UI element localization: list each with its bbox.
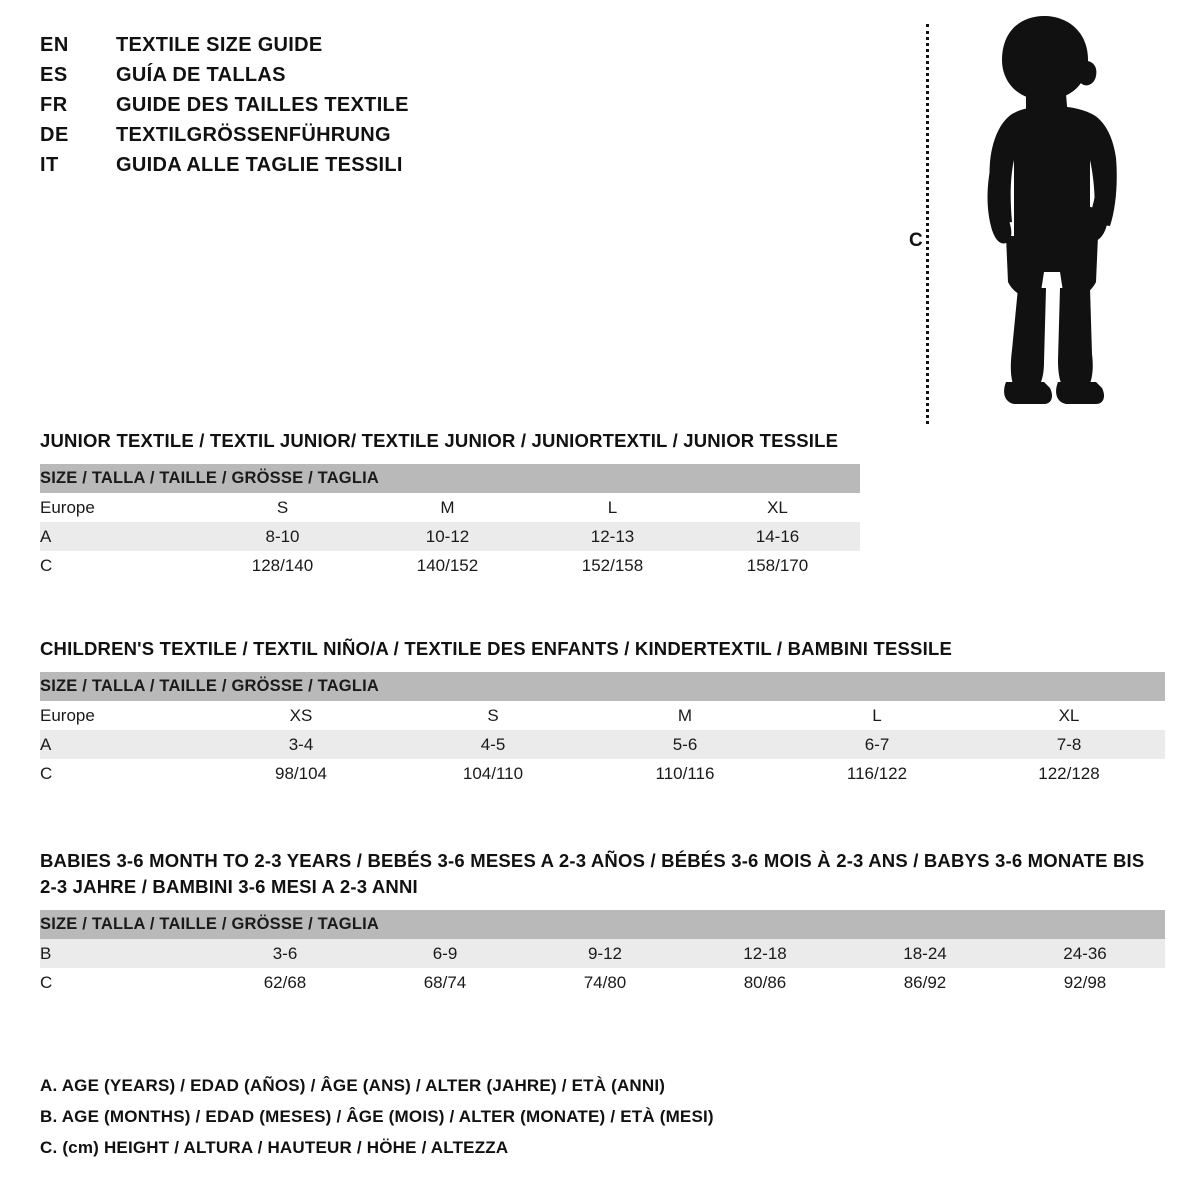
language-code: EN: [40, 34, 69, 56]
child-silhouette-icon: [940, 10, 1130, 420]
value-cell: 4-5: [397, 730, 589, 759]
footnote-list: [40, 1070, 1140, 1163]
section-title: BABIES 3-6 MONTH TO 2-3 YEARS / BEBÉS 3-6 MESES A 2-3 AÑOS / BÉBÉS 3-6 MOIS À 2-3 ANS / BABYS 3-6 MONATE BIS 2-3 JAHRE / BAMBINI 3-6 MESI A 2-3 ANNI: [40, 850, 1145, 897]
value-cell: 12-18: [685, 939, 845, 968]
value-cell: 24-36: [1005, 939, 1165, 968]
size-cell: XL: [973, 701, 1165, 730]
language-title: TEXTILE SIZE GUIDE: [116, 34, 323, 56]
row-label: B: [40, 939, 205, 968]
size-cell: XS: [205, 701, 397, 730]
child-figure: [900, 10, 1160, 420]
table-row: [40, 730, 1165, 759]
value-cell: 62/68: [205, 968, 365, 997]
language-row-en: [40, 30, 600, 60]
value-cell: 12-13: [530, 522, 695, 551]
size-cell: M: [365, 493, 530, 522]
table-row: [40, 522, 860, 551]
size-cell: S: [397, 701, 589, 730]
value-cell: 3-6: [205, 939, 365, 968]
value-cell: 6-9: [365, 939, 525, 968]
size-cell: S: [200, 493, 365, 522]
table-row-sizes: [40, 493, 860, 522]
band-label: SIZE / TALLA / TAILLE / GRÖSSE / TAGLIA: [40, 910, 1165, 939]
table-row: [40, 968, 1165, 997]
table-band-row: [40, 910, 1165, 939]
children-size-table: [40, 672, 1165, 788]
row-label: Europe: [40, 701, 205, 730]
footnote-age-years: A. AGE (YEARS) / EDAD (AÑOS) / ÂGE (ANS) / ALTER (JAHRE) / ETÀ (ANNI): [40, 1076, 666, 1095]
value-cell: 14-16: [695, 522, 860, 551]
value-cell: 9-12: [525, 939, 685, 968]
language-title-list: [40, 30, 600, 180]
size-cell: XL: [695, 493, 860, 522]
size-cell: L: [781, 701, 973, 730]
value-cell: 68/74: [365, 968, 525, 997]
table-row: [40, 759, 1165, 788]
value-cell: 6-7: [781, 730, 973, 759]
value-cell: 140/152: [365, 551, 530, 580]
value-cell: 74/80: [525, 968, 685, 997]
footnote-height: C. (cm) HEIGHT / ALTURA / HAUTEUR / HÖHE / ALTEZZA: [40, 1138, 509, 1157]
row-label: C: [40, 551, 200, 580]
table-row: [40, 551, 860, 580]
language-title: TEXTILGRÖSSENFÜHRUNG: [116, 124, 391, 146]
size-cell: L: [530, 493, 695, 522]
value-cell: 18-24: [845, 939, 1005, 968]
language-code: ES: [40, 64, 68, 86]
language-row-it: [40, 150, 600, 180]
height-measure-line: [926, 24, 929, 424]
value-cell: 3-4: [205, 730, 397, 759]
table-band-row: [40, 464, 860, 493]
row-label: A: [40, 730, 205, 759]
section-title: JUNIOR TEXTILE / TEXTIL JUNIOR/ TEXTILE JUNIOR / JUNIORTEXTIL / JUNIOR TESSILE: [40, 430, 839, 451]
language-code: FR: [40, 94, 68, 116]
row-label: C: [40, 968, 205, 997]
language-code: DE: [40, 124, 69, 146]
footnote-age-months: B. AGE (MONTHS) / EDAD (MESES) / ÂGE (MOIS) / ALTER (MONATE) / ETÀ (MESI): [40, 1107, 714, 1126]
row-label: C: [40, 759, 205, 788]
language-row-fr: [40, 90, 600, 120]
row-label: Europe: [40, 493, 200, 522]
row-label: A: [40, 522, 200, 551]
babies-size-table: [40, 910, 1165, 997]
language-code: IT: [40, 154, 59, 176]
value-cell: 7-8: [973, 730, 1165, 759]
value-cell: 10-12: [365, 522, 530, 551]
value-cell: 152/158: [530, 551, 695, 580]
value-cell: 116/122: [781, 759, 973, 788]
size-cell: M: [589, 701, 781, 730]
band-label: SIZE / TALLA / TAILLE / GRÖSSE / TAGLIA: [40, 464, 860, 493]
value-cell: 122/128: [973, 759, 1165, 788]
value-cell: 5-6: [589, 730, 781, 759]
value-cell: 8-10: [200, 522, 365, 551]
table-row-sizes: [40, 701, 1165, 730]
height-marker-label: C: [908, 228, 924, 254]
band-label: SIZE / TALLA / TAILLE / GRÖSSE / TAGLIA: [40, 672, 1165, 701]
language-title: GUIDA ALLE TAGLIE TESSILI: [116, 154, 403, 176]
value-cell: 86/92: [845, 968, 1005, 997]
value-cell: 128/140: [200, 551, 365, 580]
section-junior: [40, 428, 1165, 580]
section-title: CHILDREN'S TEXTILE / TEXTIL NIÑO/A / TEXTILE DES ENFANTS / KINDERTEXTIL / BAMBINI TESSILE: [40, 638, 952, 659]
table-row: [40, 939, 1165, 968]
language-row-es: [40, 60, 600, 90]
value-cell: 80/86: [685, 968, 845, 997]
language-title: GUIDE DES TAILLES TEXTILE: [116, 94, 409, 116]
value-cell: 158/170: [695, 551, 860, 580]
value-cell: 92/98: [1005, 968, 1165, 997]
language-title: GUÍA DE TALLAS: [116, 64, 286, 86]
table-band-row: [40, 672, 1165, 701]
section-children: [40, 636, 1165, 788]
value-cell: 110/116: [589, 759, 781, 788]
junior-size-table: [40, 464, 860, 580]
value-cell: 98/104: [205, 759, 397, 788]
language-row-de: [40, 120, 600, 150]
value-cell: 104/110: [397, 759, 589, 788]
section-babies: [40, 848, 1165, 997]
